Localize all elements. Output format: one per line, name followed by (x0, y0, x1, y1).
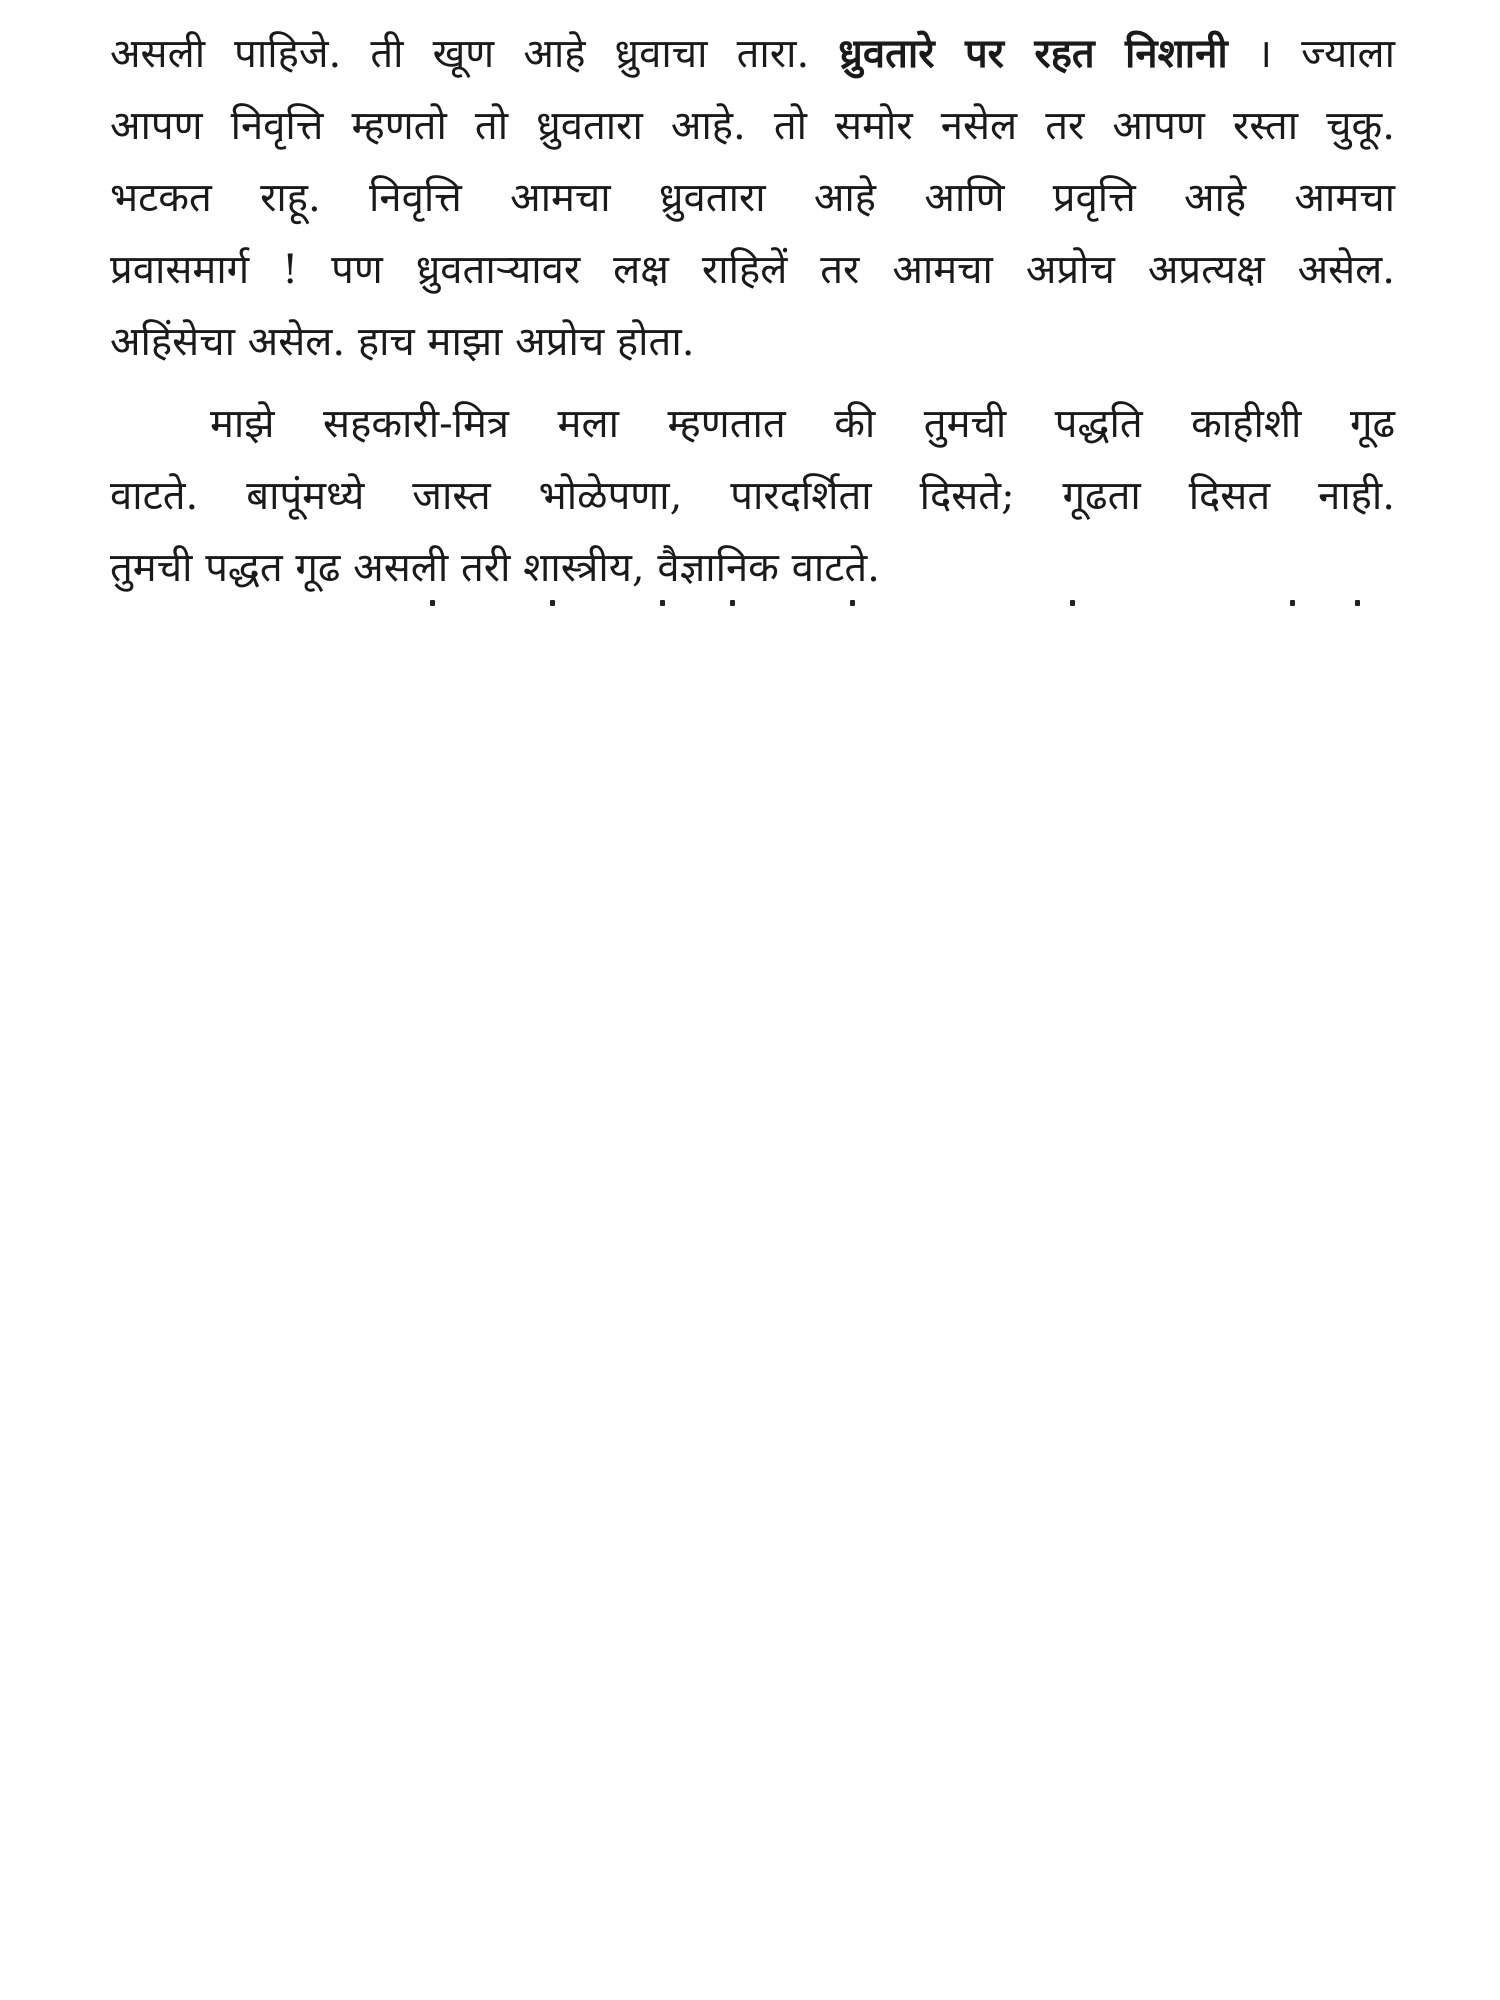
cropped-text-line-fragment (430, 600, 1370, 608)
paragraph-1-line-3: भटकत राहू. निवृत्ति आमचा ध्रुवतारा आहे आणि प्रवृत्ति आहे आमचा (110, 175, 1395, 221)
paragraph-2 (110, 388, 1395, 604)
paragraph-2-line-2: वाटते. बापूंमध्ये जास्त भोळेपणा, पारदर्शिता दिसते; गूढता दिसत नाही. (110, 473, 1395, 519)
line-1-text: असली पाहिजे. ती खूण आहे ध्रुवाचा तारा. (110, 31, 839, 77)
body-text (110, 18, 1395, 604)
paragraph-1-line-4: प्रवासमार्ग ! पण ध्रुवताऱ्यावर लक्ष राहिलें तर आमचा अप्रोच अप्रत्यक्ष असेल. (110, 247, 1395, 293)
bold-phrase: ध्रुवतारे पर रहत निशानी (838, 30, 1228, 77)
line-1-tail: । ज्याला (1256, 31, 1395, 77)
paragraph-2-line-3: तुमची पद्धत गूढ असली तरी शास्त्रीय, वैज्ञानिक वाटते. (110, 545, 880, 591)
paragraph-1-line-1 (110, 18, 1395, 90)
paragraph-1 (110, 18, 1395, 378)
paragraph-1-line-5: अहिंसेचा असेल. हाच माझा अप्रोच होता. (110, 319, 695, 365)
paragraph-1-line-2: आपण निवृत्ति म्हणतो तो ध्रुवतारा आहे. तो समोर नसेल तर आपण रस्ता चुकू. (110, 103, 1395, 149)
paragraph-2-line-1: माझे सहकारी-मित्र मला म्हणतात की तुमची पद्धति काहीशी गूढ (210, 401, 1395, 447)
